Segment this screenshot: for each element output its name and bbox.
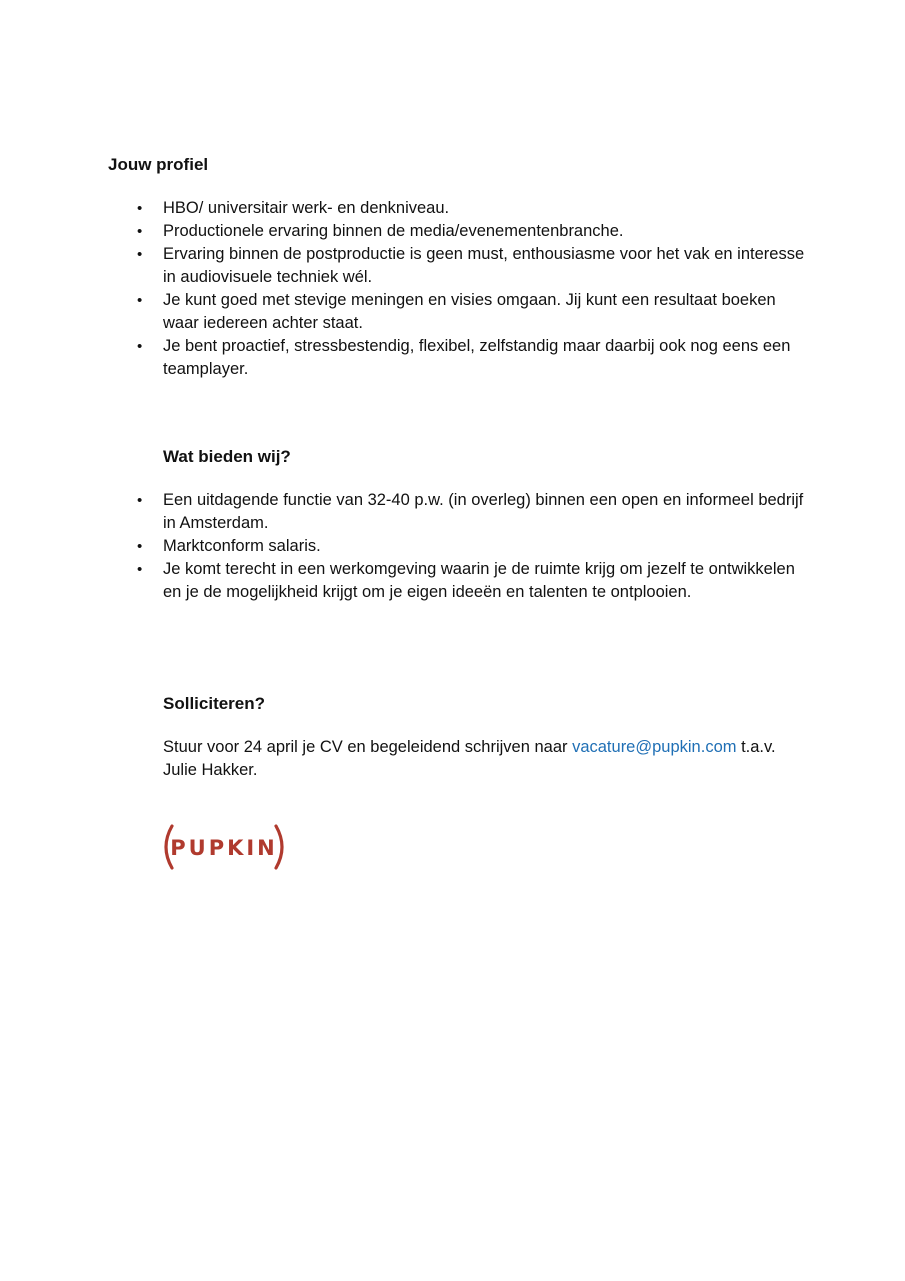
- profile-heading: Jouw profiel: [108, 155, 209, 174]
- offer-heading: Wat bieden wij?: [163, 447, 291, 466]
- offer-list: [163, 489, 813, 604]
- list-item: • Ervaring binnen de postproductie is geen must, enthousiasme voor het vak en interesse in audiovisuele techniek wél.: [163, 243, 813, 289]
- apply-paragraph: [163, 736, 813, 782]
- list-item: • Productionele ervaring binnen de media/evenementenbranche.: [163, 220, 813, 243]
- list-item: • Je kunt goed met stevige meningen en visies omgaan. Jij kunt een resultaat boeken waar iedereen achter staat.: [163, 289, 813, 335]
- email-link[interactable]: vacature@pupkin.com: [572, 738, 737, 756]
- pupkin-logo: [160, 822, 288, 872]
- list-item: • Je komt terecht in een werkomgeving waarin je de ruimte krijg om jezelf te ontwikkelen en je de mogelijkheid krijgt om je eigen ideeën en talenten te ontplooien.: [163, 558, 813, 604]
- list-item: • HBO/ universitair werk- en denkniveau.: [163, 197, 813, 220]
- profile-list: [163, 197, 813, 381]
- apply-heading: Solliciteren?: [163, 694, 266, 713]
- logo-wordmark: PUPKIN: [170, 836, 278, 860]
- apply-text-before: Stuur voor 24 april je CV en begeleidend schrijven naar: [163, 738, 573, 756]
- list-item: • Marktconform salaris.: [163, 535, 813, 558]
- list-item: • Je bent proactief, stressbestendig, flexibel, zelfstandig maar daarbij ook nog eens een teamplayer.: [163, 335, 813, 381]
- apply-text-after: t.a.v. Julie Hakker.: [163, 738, 776, 779]
- list-item: • Een uitdagende functie van 32-40 p.w. (in overleg) binnen een open en informeel bedrijf in Amsterdam.: [163, 489, 813, 535]
